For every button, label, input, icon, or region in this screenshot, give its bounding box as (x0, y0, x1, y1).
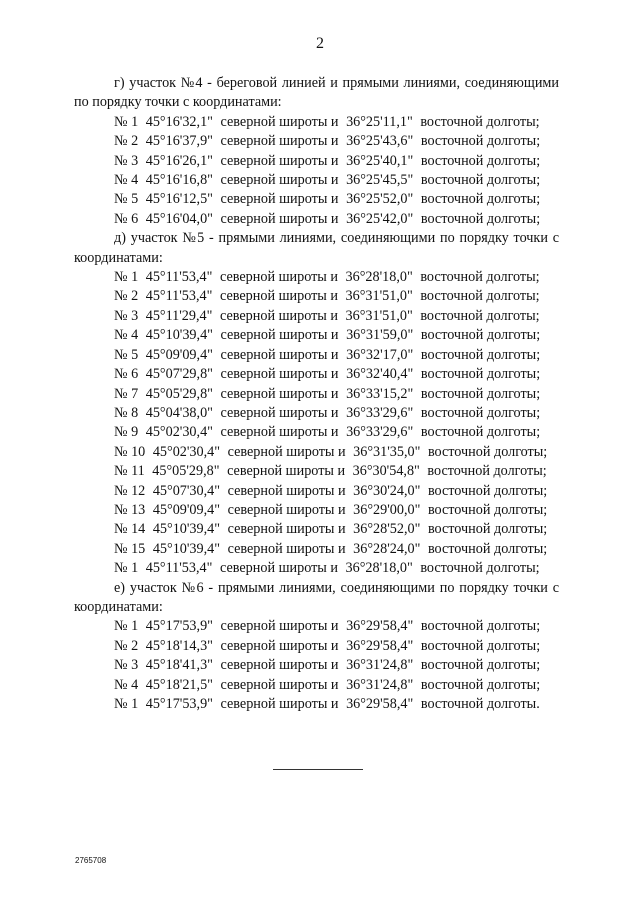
section-d (74, 229, 559, 578)
coordinate-line: № 6 45°07'29,8" северной широты и 36°32'40,4" восточной долготы; (114, 366, 541, 383)
coordinate-line: № 1 45°17'53,9" северной широты и 36°29'58,4" восточной долготы. (114, 696, 540, 712)
end-divider (273, 769, 363, 770)
coordinate-line: № 5 45°09'09,4" северной широты и 36°32'17,0" восточной долготы; (114, 346, 541, 363)
document-code: 2765708 (75, 856, 107, 865)
coordinate-line: № 7 45°05'29,8" северной широты и 36°33'15,2" восточной долготы; (114, 385, 541, 402)
coordinate-line: № 13 45°09'09,4" северной широты и 36°29'00,0" восточной долготы; (114, 501, 548, 518)
coordinate-line: № 2 45°18'14,3" северной широты и 36°29'58,4" восточной долготы; (114, 637, 541, 654)
coordinate-line: № 4 45°18'21,5" северной широты и 36°31'24,8" восточной долготы; (114, 676, 541, 693)
page-number: 2 (316, 35, 324, 52)
coordinate-line: № 1 45°17'53,9" северной широты и 36°29'58,4" восточной долготы; (114, 618, 541, 635)
section-e (74, 579, 559, 715)
coordinate-line: № 9 45°02'30,4" северной широты и 36°33'29,6" восточной долготы; (114, 424, 541, 441)
section-g (74, 74, 559, 229)
section-heading: г) участок №4 - береговой линией и прямыми линиями, соединяющими по порядку точки с координатами: (74, 75, 559, 111)
coordinate-line: № 5 45°16'12,5" северной широты и 36°25'52,0" восточной долготы; (114, 191, 541, 208)
section-heading: е) участок №6 - прямыми линиями, соединяющими по порядку точки с координатами: (74, 579, 559, 615)
coordinate-line: № 1 45°11'53,4" северной широты и 36°28'18,0" восточной долготы; (114, 269, 540, 286)
coordinate-line: № 10 45°02'30,4" северной широты и 36°31'35,0" восточной долготы; (114, 443, 548, 460)
coordinate-line: № 8 45°04'38,0" северной широты и 36°33'29,6" восточной долготы; (114, 404, 541, 421)
coordinate-line: № 1 45°11'53,4" северной широты и 36°28'18,0" восточной долготы; (114, 560, 540, 577)
coordinate-line: № 6 45°16'04,0" северной широты и 36°25'42,0" восточной долготы; (114, 210, 541, 227)
coordinate-line: № 3 45°11'29,4" северной широты и 36°31'51,0" восточной долготы; (114, 307, 540, 324)
coordinate-line: № 4 45°10'39,4" северной широты и 36°31'59,0" восточной долготы; (114, 327, 541, 344)
coordinate-line: № 15 45°10'39,4" северной широты и 36°28'24,0" восточной долготы; (114, 540, 548, 557)
coordinate-line: № 1 45°16'32,1" северной широты и 36°25'11,1" восточной долготы; (114, 113, 540, 130)
coordinate-line: № 2 45°16'37,9" северной широты и 36°25'43,6" восточной долготы; (114, 133, 541, 150)
coordinate-line: № 4 45°16'16,8" северной широты и 36°25'45,5" восточной долготы; (114, 172, 541, 189)
coordinate-line: № 3 45°18'41,3" северной широты и 36°31'24,8" восточной долготы; (114, 657, 541, 674)
coordinate-line: № 3 45°16'26,1" северной широты и 36°25'40,1" восточной долготы; (114, 152, 541, 169)
coordinate-line: № 2 45°11'53,4" северной широты и 36°31'51,0" восточной долготы; (114, 288, 540, 305)
coordinate-line: № 11 45°05'29,8" северной широты и 36°30'54,8" восточной долготы; (114, 463, 547, 480)
coordinate-line: № 12 45°07'30,4" северной широты и 36°30'24,0" восточной долготы; (114, 482, 548, 499)
document-body (74, 74, 559, 714)
coordinate-line: № 14 45°10'39,4" северной широты и 36°28'52,0" восточной долготы; (114, 521, 548, 538)
section-heading: д) участок №5 - прямыми линиями, соединяющими по порядку точки с координатами: (74, 230, 559, 266)
